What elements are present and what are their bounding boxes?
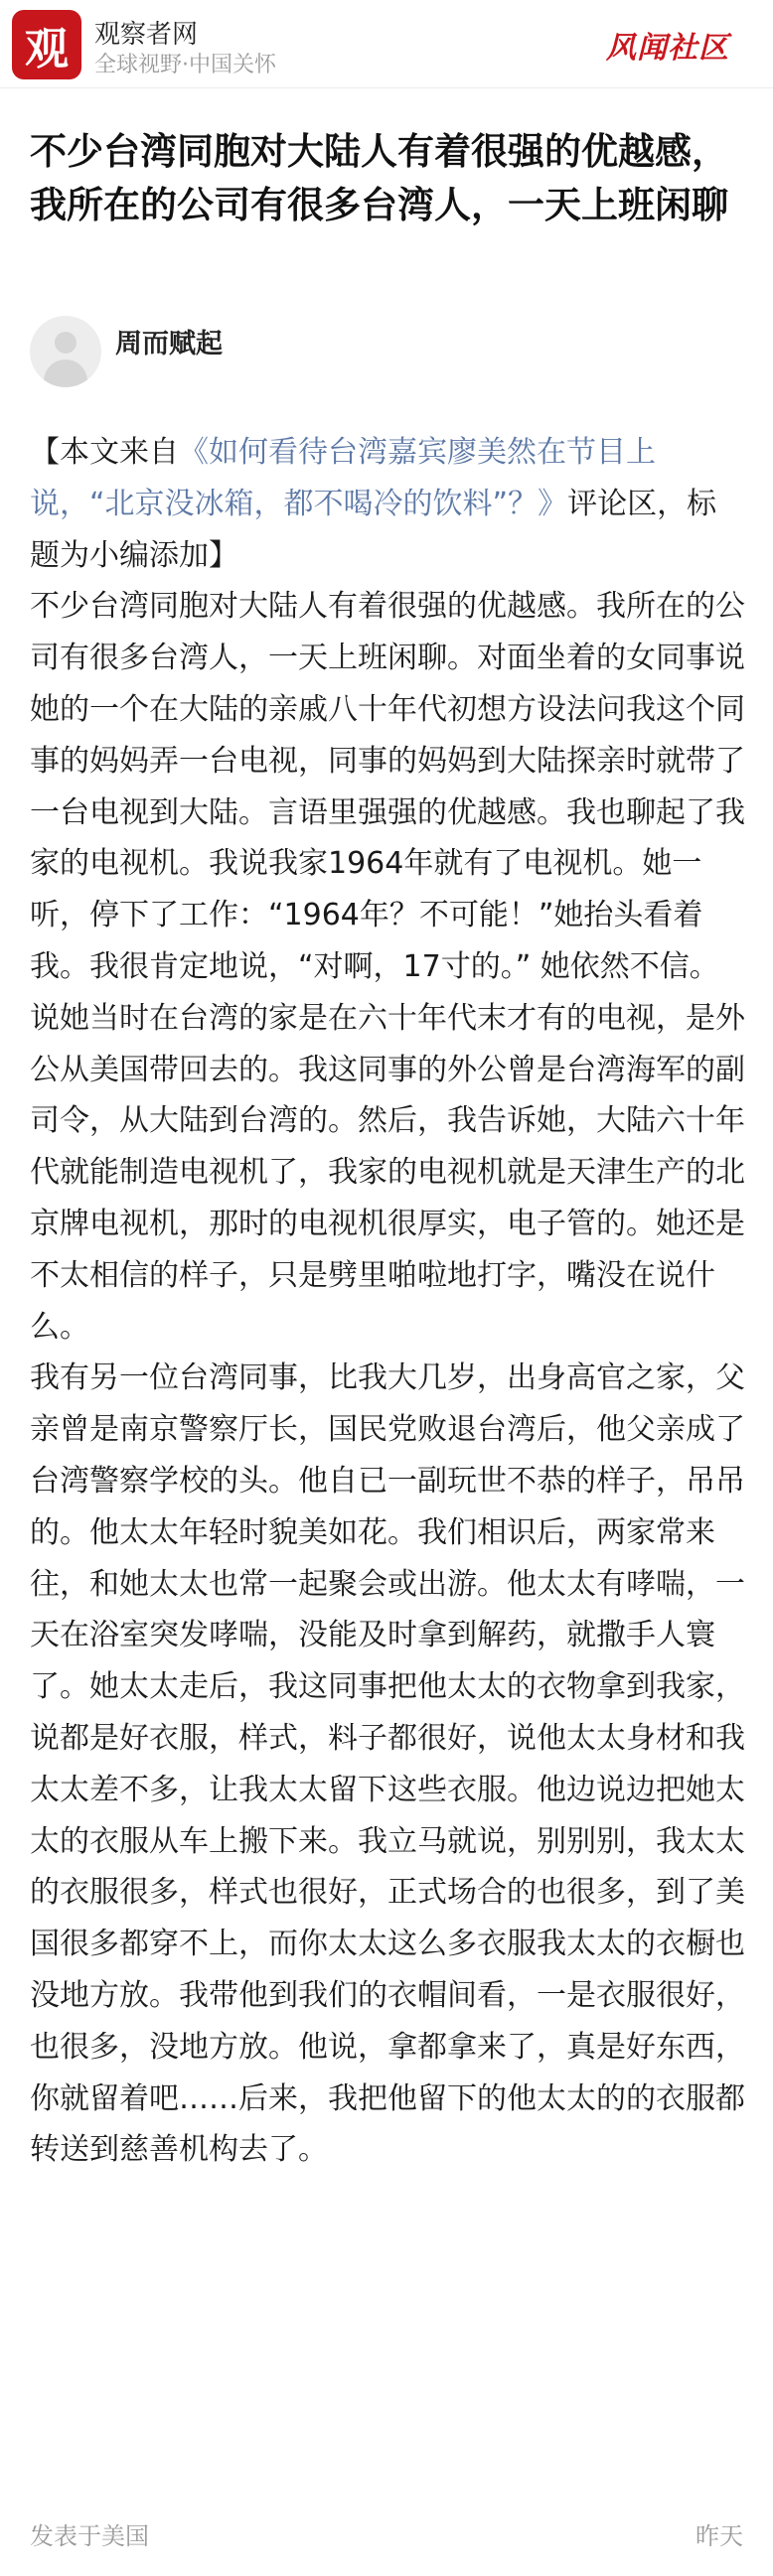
source-suffix: 评论区，标题为小编添加】 bbox=[30, 486, 717, 573]
article-paragraph-2: 我有另一位台湾同事，比我大几岁，出身高官之家，父亲曾是南京警察厅长，国民党败退台湾后，他父亲成了台湾警察学校的头。他自已一副玩世不恭的样子，吊吊的。他太太年轻时貌美如花。我们相识后，两家常来往，和她太太也常一起聚会或出游。他太太有哮喘，一天在浴室突发哮喘，没能及时拿到解药，就撒手人寰了。她太太走后，我这同事把他太太的衣物拿到我家，说都是好衣服，样式，料子都很好，说他太太身材和我太太差不多，让我太太留下这些衣服。他边说边把她太太的衣服从车上搬下来。我立马就说，别别别，我太太的衣服很多，样式也很好，正式场合的也很多，到了美国很多都穿不上，而你太太这么多衣服我太太的衣橱也没地方放。我带他到我们的衣帽间看，一是衣服很好，也很多，没地方放。他说，拿都拿来了，真是好东西，你就留着吧……后来，我把他留下的他太太的的衣服都转送到慈善机构去了。 bbox=[30, 1360, 745, 2168]
site-header bbox=[0, 0, 773, 88]
avatar-body-shape bbox=[44, 359, 87, 387]
avatar-head-shape bbox=[55, 332, 77, 354]
community-logo[interactable] bbox=[582, 22, 753, 68]
author-name[interactable]: 周而赋起 bbox=[115, 329, 223, 359]
community-badge-text: 风闻社区 bbox=[606, 31, 729, 66]
site-logo[interactable] bbox=[12, 10, 81, 79]
article-body bbox=[30, 427, 745, 2176]
article-footer bbox=[30, 2512, 743, 2552]
source-article-link[interactable]: 《如何看待台湾嘉宾廖美然在节目上说，“北京没冰箱，都不喝冷的饮料”？》 bbox=[30, 435, 656, 521]
site-slogan: 全球视野·中国关怀 bbox=[94, 53, 276, 77]
site-logo-char: 观 bbox=[25, 24, 69, 74]
post-location: 发表于美国 bbox=[30, 2522, 149, 2550]
author-row[interactable] bbox=[30, 316, 725, 387]
avatar[interactable] bbox=[30, 316, 101, 387]
article-paragraph-1: 不少台湾同胞对大陆人有着很强的优越感。我所在的公司有很多台湾人，一天上班闲聊。对面坐着的女同事说她的一个在大陆的亲戚八十年代初想方设法问我这个同事的妈妈弄一台电视，同事的妈妈到大陆探亲时就带了一台电视到大陆。言语里强强的优越感。我也聊起了我家的电视机。我说我家1964年就有了电视机。她一听，停下了工作：“1964年？不可能！”她抬头看着我。我很肯定地说，“对啊，17寸的。” 她依然不信。说她当时在台湾的家是在六十年代末才有的电视，是外公从美国带回去的。我这同事的外公曾是台湾海军的副司令，从大陆到台湾的。然后，我告诉她，大陆六十年代就能制造电视机了，我家的电视机就是天津生产的北京牌电视机，那时的电视机很厚实，电子管的。她还是不太相信的样子，只是劈里啪啦地打字，嘴没在说什么。 bbox=[30, 589, 745, 1345]
source-note bbox=[30, 427, 745, 581]
source-prefix: 【本文来自 bbox=[30, 435, 179, 470]
site-name: 观察者网 bbox=[94, 20, 199, 50]
post-time: 昨天 bbox=[696, 2522, 743, 2550]
article-title: 不少台湾同胞对大陆人有着很强的优越感，我所在的公司有很多台湾人，一天上班闲聊 bbox=[30, 130, 728, 226]
